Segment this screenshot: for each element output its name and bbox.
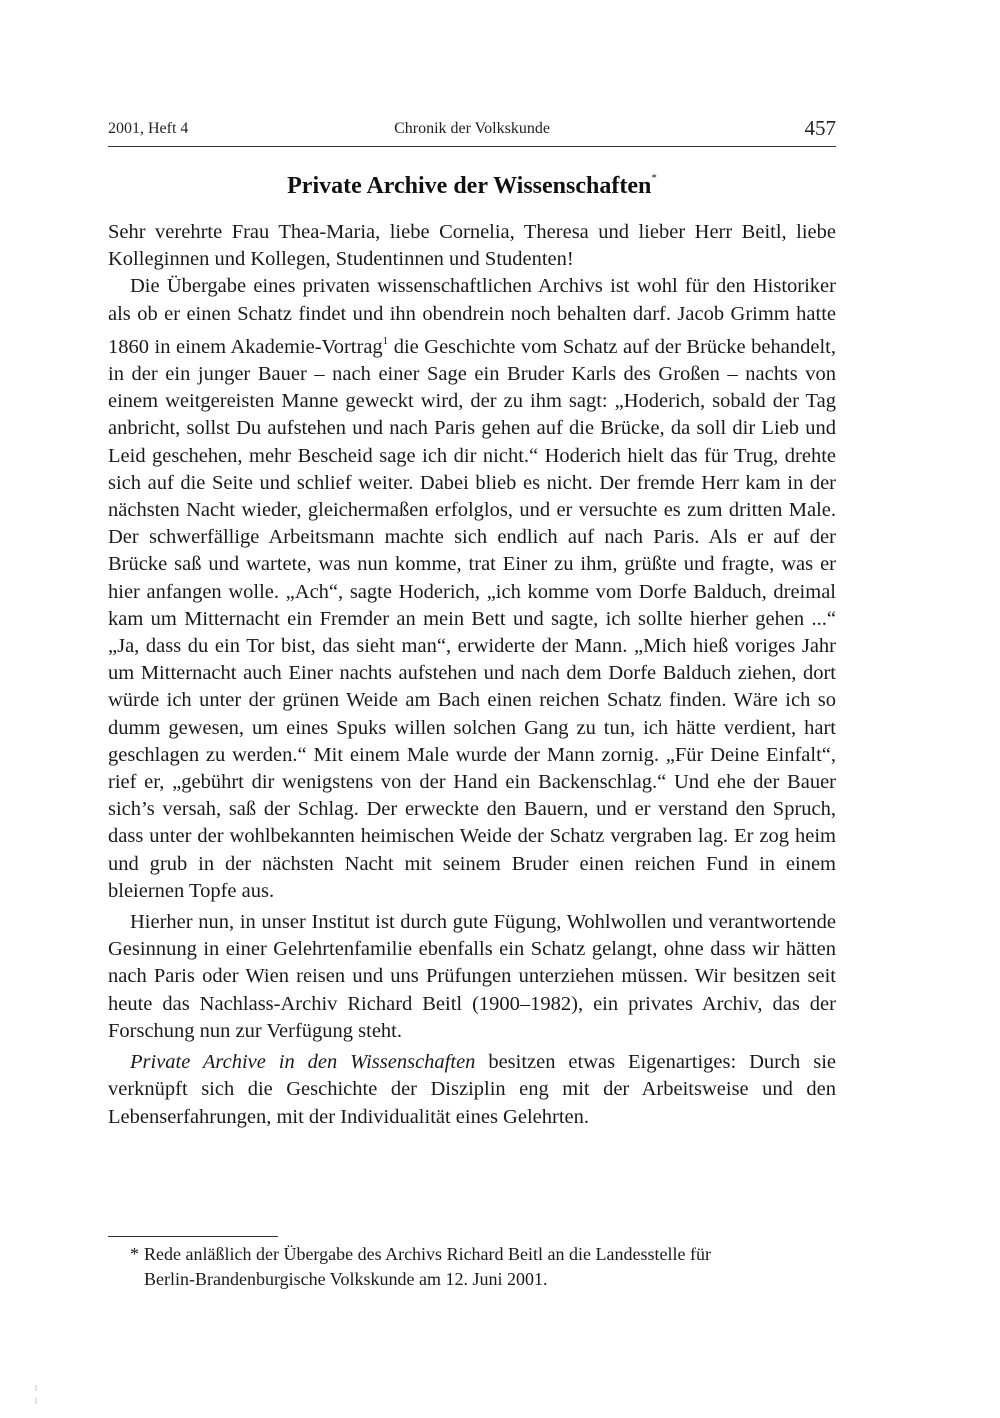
header-rule bbox=[108, 146, 836, 147]
footnote-reference: 1 bbox=[382, 334, 389, 347]
paragraph-grimm-story bbox=[108, 273, 836, 905]
paragraph-private-archives bbox=[108, 1049, 836, 1131]
footnote-text-line2: Berlin-Brandenburgische Volkskunde am 12. Juni 2001. bbox=[144, 1269, 548, 1289]
paragraph-salutation: Sehr verehrte Frau Thea-Maria, liebe Cornelia, Theresa und lieber Herr Beitl, liebe Kolleginnen und Kollegen, Studentinnen und Studenten! bbox=[108, 221, 836, 271]
issue-label: 2001, Heft 4 bbox=[108, 120, 189, 137]
article-body bbox=[108, 219, 836, 1131]
footnote-text-line1: Rede anläßlich der Übergabe des Archivs Richard Beitl an die Landesstelle für bbox=[144, 1244, 711, 1264]
footnote-marker: * bbox=[130, 1244, 139, 1264]
paragraph-text: die Geschichte vom Schatz auf der Brücke behandelt, in der ein junger Bauer – nach einer Sage ein Bruder Karls des Großen – nachts von einem weitgereisten Manne geweckt wird, der zu ihm sagt: „Hoderich, sobald der Tag anbricht, sollst Du aufstehen und nach Paris gehen auf die Brücke, da soll dir Lieb und Leid geschehen, mehr Bescheid sage ich dir nicht.“ Hoderich hielt das für Trug, drehte sich auf die Seite und schlief weiter. Dabei blieb es nicht. Der fremde Herr kam in der nächsten Nacht wieder, gleichermaßen erfolglos, und er versuchte es zum dritten Male. Der schwerfällige Arbeitsmann machte sich endlich auf nach Paris. Als er auf der Brücke saß und wartete, was nun komme, trat Einer zu ihm, grüßte und fragte, was er hier anfangen wolle. „Ach“, sagte Hoderich, „ich komme vom Dorfe Balduch, dreimal kam um Mitternacht ein Fremder an mein Bett und sagte, ich sollte hierher gehen ...“ „Ja, dass du ein Tor bist, das sieht man“, erwiderte der Mann. „Mich hieß voriges Jahr um Mitternacht auch Einer nachts aufstehen und nach dem Dorfe Balduch ziehen, dort würde ich unter der grünen Weide am Bach einen reichen Schatz finden. Wäre ich so dumm gewesen, um eines Spuks willen solchen Gang zu tun, ich hätte verdient, hart geschlagen zu werden.“ Mit einem Male wurde der Mann zornig. „Für Deine Einfalt“, rief er, „gebührt dir wenigstens von der Hand ein Backenschlag.“ Und ehe der Bauer sich’s versah, saß der Schlag. Der erweckte den Bauern, und er verstand den Spruch, dass unter der wohlbekannten heimischen Weide der Schatz vergraben lag. Er zog heim und grub in der nächsten Nacht mit seinem Bruder einen reichen Fund in einem bleiernen Topfe aus. bbox=[108, 335, 836, 902]
article-title-text: Private Archive der Wissenschaften bbox=[287, 173, 652, 199]
footnote-line bbox=[130, 1242, 836, 1267]
running-head bbox=[108, 116, 836, 142]
journal-title: Chronik der Volkskunde bbox=[394, 120, 550, 137]
scan-artifact bbox=[35, 1385, 37, 1391]
title-footnote-marker: * bbox=[651, 172, 657, 184]
paragraph-institute: Hierher nun, in unser Institut ist durch gute Fügung, Wohlwollen und verantwortende Gesinnung in einer Gelehrtenfamilie ebenfalls ein Schatz gelangt, ohne dass wir hätten nach Paris oder Wien reisen und uns Prüfungen unterziehen müssen. Wir besitzen seit heute das Nachlass-Archiv Richard Beitl (1900–1982), ein privates Archiv, das der Forschung nun zur Verfügung steht. bbox=[108, 911, 836, 1042]
italic-lead: Private Archive in den Wissenschaften bbox=[130, 1051, 476, 1074]
footnote bbox=[130, 1242, 836, 1292]
scan-artifact bbox=[35, 1398, 37, 1404]
paragraph-text: besitzen etwas Eigenartiges: Durch sie verknüpft sich die Geschichte der Disziplin eng mit der Arbeitsweise und den Lebenserfahrungen, mit der Individualität eines Gelehrten. bbox=[108, 1051, 836, 1128]
footnote-rule bbox=[108, 1236, 278, 1237]
article-title bbox=[108, 172, 836, 200]
paragraph-text: Die Übergabe eines privaten wissenschaftlichen Archivs ist wohl für den Historiker als ob er einen Schatz findet und ihn obendrein noch behalten darf. Jacob Grimm hatte 1860 in einem Akademie-Vortrag bbox=[108, 275, 836, 358]
page-number: 457 bbox=[804, 116, 836, 140]
